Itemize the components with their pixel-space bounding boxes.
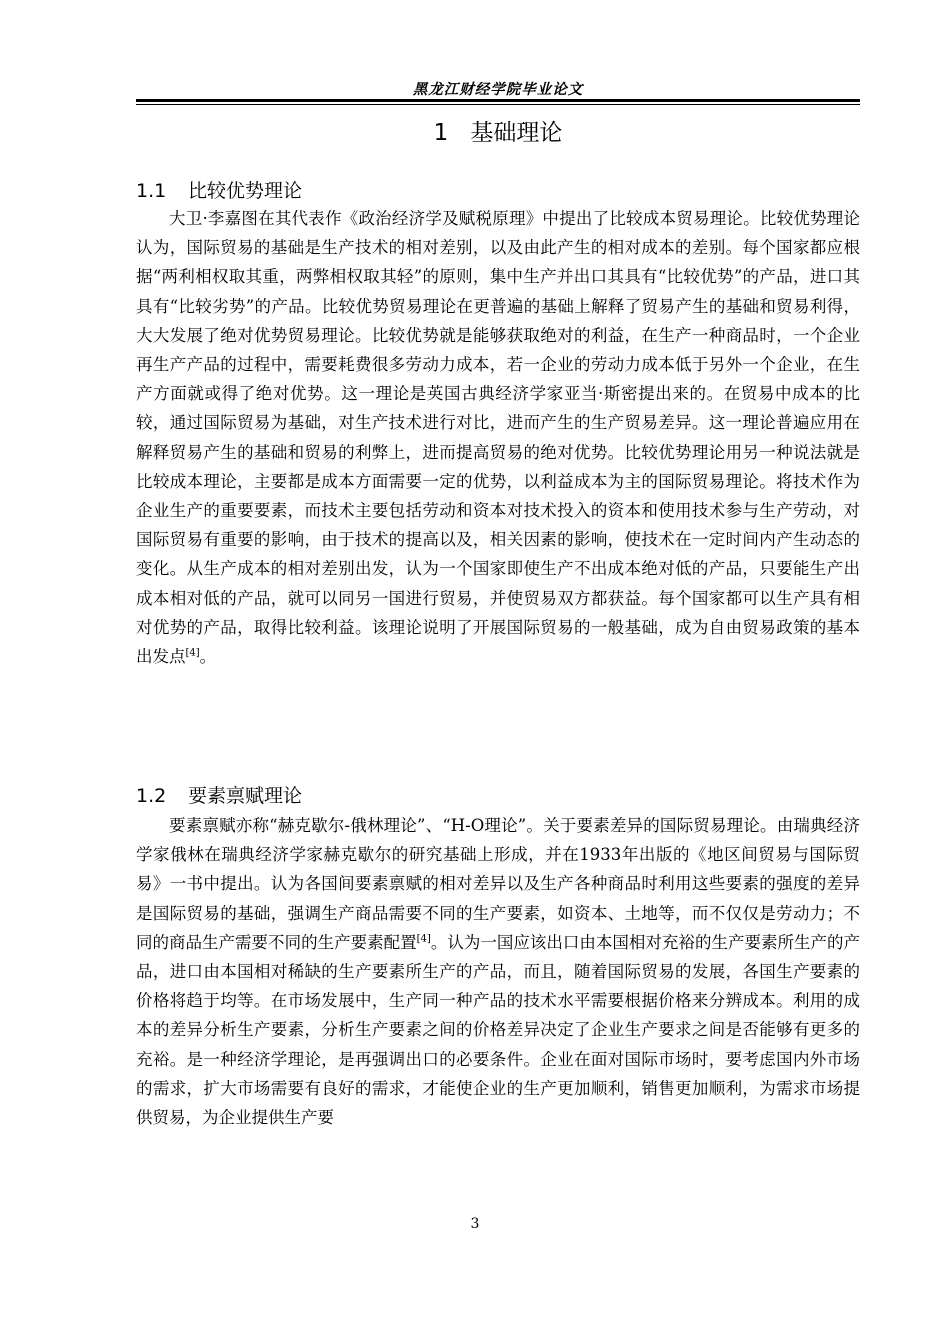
paragraph-tail: 。 — [199, 647, 217, 667]
section-number: 1.2 — [136, 785, 167, 807]
paragraph-text: 要素禀赋亦称“赫克歇尔-俄林理论”、“H-O理论”。关于要素差异的国际贸易理论。由瑞典经济学家俄林在瑞典经济学家赫克歇尔的研究基础上形成，并在1933年出版的《地区间贸易与国际贸易》一书中提出。认为各国间要素禀赋的相对差异以及生产各种商品时利用这些要素的强度的差异是国际贸易的基础，强调生产商品需要不同的生产要素，如资本、土地等，而不仅仅是劳动力；不同的商品生产需要不同的生产要素配置 — [136, 816, 860, 952]
header-rule-thick — [136, 99, 860, 102]
section-heading — [136, 781, 302, 808]
running-header: 黑龙江财经学院毕业论文 — [412, 81, 584, 98]
page-number: 3 — [470, 1216, 480, 1232]
citation-marker: [4] — [185, 647, 200, 659]
section-paragraph — [136, 204, 860, 671]
chapter-heading — [136, 114, 860, 147]
section-number: 1.1 — [136, 180, 167, 202]
header-rule-thin — [136, 104, 860, 105]
paragraph-text: 大卫·李嘉图在其代表作《政治经济学及赋税原理》中提出了比较成本贸易理论。比较优势理论认为，国际贸易的基础是生产技术的相对差别，以及由此产生的相对成本的差别。每个国家都应根据“两利相权取其重，两弊相权取其轻”的原则，集中生产并出口其具有“比较优势”的产品，进口其具有“比较劣势”的产品。比较优势贸易理论在更普遍的基础上解释了贸易产生的基础和贸易利得，大大发展了绝对优势贸易理论。比较优势就是能够获取绝对的利益，在生产一种商品时，一个企业再生产产品的过程中，需要耗费很多劳动力成本，若一企业的劳动力成本低于另外一个企业，在生产方面就或得了绝对优势。这一理论是英国古典经济学家亚当·斯密提出来的。在贸易中成本的比较，通过国际贸易为基础，对生产技术进行对比，进而产生的生产贸易差异。这一理论普遍应用在解释贸易产生的基础和贸易的利弊上，进而提高贸易的绝对优势。比较优势理论用另一种说法就是比较成本理论，主要都是成本方面需要一定的优势，以利益成本为主的国际贸易理论。将技术作为企业生产的重要要素，而技术主要包括劳动和资本对技术投入的资本和使用技术参与生产劳动，对国际贸易有重要的影响，由于技术的提高以及，相关因素的影响，使技术在一定时间内产生动态的变化。从生产成本的相对差别出发，认为一个国家即使生产不出成本绝对低的产品，只要能生产出成本相对低的产品，就可以同另一国进行贸易，并使贸易双方都获益。每个国家都可以生产具有相对优势的产品，取得比较利益。该理论说明了开展国际贸易的一般基础，成为自由贸易政策的基本出发点 — [136, 209, 860, 667]
section-title: 要素禀赋理论 — [188, 785, 303, 807]
chapter-number: 1 — [433, 120, 449, 146]
chapter-title: 基础理论 — [470, 120, 563, 146]
paragraph-tail: 。认为一国应该出口由本国相对充裕的生产要素所生产的产品，进口由本国相对稀缺的生产要素所生产的产品，而且，随着国际贸易的发展，各国生产要素的价格将趋于均等。在市场发展中，生产同一种产品的技术水平需要根据价格来分辨成本。利用的成本的差异分析生产要素，分析生产要素之间的价格差异决定了企业生产要求之间是否能够有更多的充裕。是一种经济学理论，是再强调出口的必要条件。企业在面对国际市场时，要考虑国内外市场的需求，扩大市场需要有良好的需求，才能使企业的生产更加顺利，销售更加顺利，为需求市场提供贸易，为企业提供生产要 — [136, 932, 861, 1128]
section-paragraph — [136, 811, 860, 1132]
citation-marker: [4] — [416, 933, 431, 945]
section-title: 比较优势理论 — [188, 180, 303, 202]
section-heading — [136, 176, 302, 203]
